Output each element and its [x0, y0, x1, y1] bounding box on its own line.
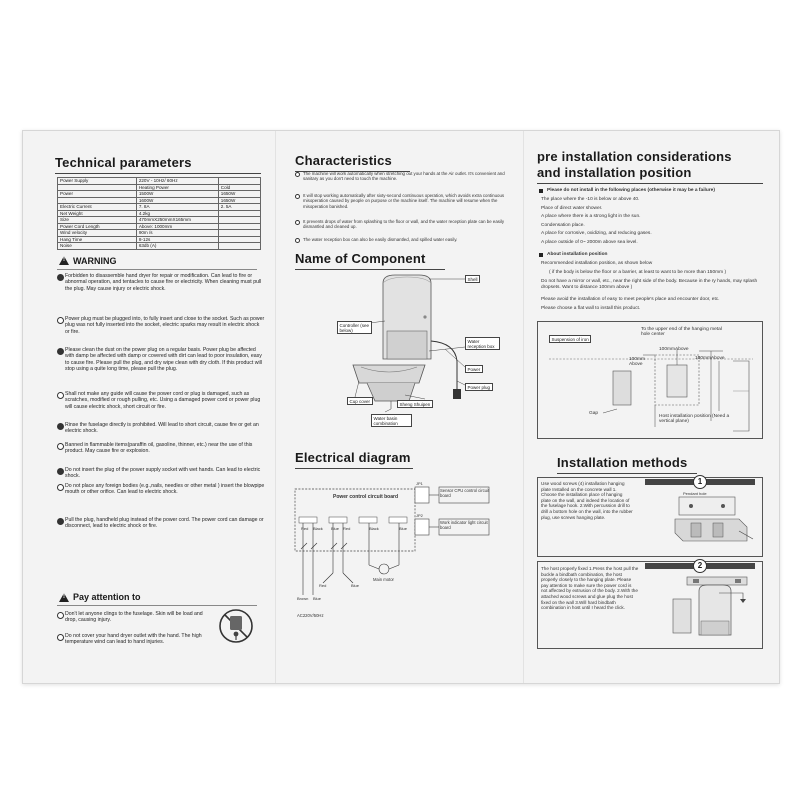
label-power-plug: Power plug	[465, 383, 493, 391]
position-item: Please avoid the installation of easy to meet people's place and encounter door, etc.	[541, 297, 720, 302]
motor-label: Main motor	[373, 577, 394, 582]
warning-item: Rinse the fuselage directly is prohibited. Will lead to short circuit, cause fire or get an electric shock.	[65, 422, 259, 435]
warning-bullet-icon	[57, 468, 64, 475]
square-bullet	[539, 189, 543, 193]
indicator-board-label: Work indicator light circuit board	[440, 520, 488, 530]
warning-item: Banned in flammable items(paraffin oil, gasoline, thinner, etc.) near the use of this product. May cause fire or explosion.	[65, 442, 253, 455]
not-install-item: Place of direct water shower.	[541, 205, 603, 211]
wire-label: Black	[369, 526, 379, 531]
jp1-label: JP1	[416, 481, 423, 486]
column-right	[523, 131, 779, 683]
characteristics-title: Characteristics	[295, 153, 392, 168]
not-install-item: A place where there is a strong light in the sun.	[541, 214, 641, 220]
warning-bullet-icon	[57, 518, 64, 525]
position-item: ( if the body is below the floor or a barrier, at least to want to be more than 150mm )	[549, 270, 727, 275]
preinstall-rule	[537, 183, 763, 184]
jp2-label: JP2	[416, 513, 423, 518]
not-install-item: Condensation place.	[541, 222, 585, 228]
warning-bullet-icon	[57, 317, 64, 324]
dim-top-label: 100mmAbove	[659, 347, 689, 352]
wire-label: Blue	[331, 526, 340, 531]
wire-label: Red	[301, 526, 309, 531]
characteristics-item: The water reception box can also be easily dismantled, and spilled water easily.	[303, 237, 458, 242]
warning-bullet-icon	[57, 443, 64, 450]
wire-label: Blue	[399, 526, 408, 531]
preinstall-title-line2: and installation position	[537, 165, 692, 180]
tech-cell: Hang Time	[58, 236, 137, 243]
tech-cell: 220V - 10Hz/ 60Hz	[136, 178, 218, 185]
label-cup-cover: Cup cover	[347, 397, 373, 405]
tech-cell	[218, 243, 260, 250]
tech-cell: Wind velocity	[58, 230, 137, 237]
tech-cell: 4.2kg	[136, 210, 218, 217]
tech-cell: Noise	[58, 243, 137, 250]
bottom-wire-label: Blue	[313, 596, 322, 601]
electrical-title: Electrical diagram	[295, 450, 411, 465]
component-title: Name of Component	[295, 251, 426, 266]
pendant-hole-label: Pendant hole	[683, 491, 707, 496]
warning-bullet-icon	[57, 392, 64, 399]
preinstall-title-line1: pre installation considerations	[537, 149, 732, 164]
no-hang-pictogram	[217, 607, 255, 645]
position-item: Do not have a mirror or wall, etc., near the right side of the body. Because in the ry hands, may splash dropsets. Want to distance 100mm above )	[541, 279, 758, 290]
label-controller: Controller (see below)	[337, 321, 372, 334]
warning-item: Shall not make any guide will cause the power cord or plug is damaged, such as scratches, modified or rough pulling, etc. Using a damaged power cord or power plug will cause electric shock, short circuit or fire.	[65, 391, 261, 410]
tech-cell: Power Supply	[58, 178, 137, 185]
cpu-board-label: Sensor CPU control circuit board	[440, 488, 490, 498]
methods-rule	[557, 473, 697, 474]
suspension-label: Suspension of iron	[549, 335, 591, 343]
attention-icon	[59, 593, 69, 602]
step1-drawing	[669, 491, 755, 551]
label-power: Power	[465, 365, 483, 373]
characteristics-bullet-icon	[295, 194, 300, 199]
warning-icon	[59, 256, 69, 265]
tech-cell: 470mmX250mmX165mm	[136, 217, 218, 224]
tech-cell: Size	[58, 217, 137, 224]
tech-cell: 1650W	[218, 197, 260, 204]
bottom-wire-label: Blue	[351, 583, 360, 588]
not-install-heading: Please do not install in the following places (otherwise it may be a failure)	[547, 188, 715, 193]
not-install-item: The place where the -10 is below or above 40.	[541, 197, 640, 202]
not-install-item: A place outside of 0~ 2000m above sea level.	[541, 240, 638, 245]
dim-left-label: 100mm Above	[629, 357, 645, 368]
characteristics-item: It will stop working automatically after sixty-second continuous operation, which avoids extra continuous misoperation caused by people on purpose or the machine itself. The machine will resume when the misoperation banished.	[303, 193, 505, 209]
attention-title: Pay attention to	[73, 592, 141, 602]
tech-cell: Power Cord Length	[58, 223, 137, 230]
tech-row	[58, 243, 261, 250]
wire-label: Red	[343, 526, 351, 531]
power-supply-label: AC220V/50Hz	[297, 613, 324, 618]
warning-rule	[57, 269, 257, 270]
position-item: Please choose a flat wall to install this product.	[541, 306, 641, 311]
characteristics-bullet-icon	[295, 172, 300, 177]
tech-cell: Net Weight	[58, 210, 137, 217]
warning-item: Do not place any foreign bodies (e.g.,nails, needles or other metal ) insert the blowpipe mouth or other orifice. Can lead to electric shock.	[65, 483, 265, 496]
tech-params-title: Technical parameters	[55, 155, 192, 170]
tech-cell: 1600W	[136, 197, 218, 204]
step1-number: 1	[693, 475, 707, 489]
warning-item: Do not insert the plug of the power supply socket with wet hands. Can lead to electric shock.	[65, 467, 261, 480]
warning-item: Pull the plug, handheld plug instead of the power cord. The power cord can damage or disconnect, lead to electric shock or fire.	[65, 517, 264, 530]
position-heading: About installation position	[547, 252, 608, 257]
methods-title: Installation methods	[557, 455, 688, 470]
label-water-box: Water reception box	[465, 337, 500, 350]
tech-cell: Above: 1000mm	[136, 223, 218, 230]
warning-item: Forbidden to disassemble hand dryer for repair or modification. Can lead to fire or abnormal operation, and tentacles to cause fire or electricity. When cleaning must pull the plug. May cause injury or electric shock.	[65, 273, 262, 292]
step2-text: The host properly fixed 1.Press the host pull the buckle a bindbath combination, the host properly closely to the hanging plate. Please pay attention to make sure the power cord is not affected by extrusion of the body. 2.With the attached wood screws and glue plug the host fixed on the wall 3.Will hard bindbath combination in host until I heard the click.	[541, 566, 639, 611]
step2-drawing	[663, 573, 759, 645]
tech-params-table	[57, 177, 261, 250]
tech-cell: Heating Power	[136, 184, 218, 191]
label-basin: Water basin combination	[371, 414, 412, 427]
warning-bullet-icon	[57, 484, 64, 491]
column-middle	[275, 131, 524, 683]
position-item: Recommended installation position, as shown below	[541, 261, 653, 266]
warning-bullet-icon	[57, 423, 64, 430]
tech-cell: 2. 5A	[218, 204, 260, 211]
tech-cell: 1500W	[136, 191, 218, 198]
board-title: Power control circuit board	[333, 494, 399, 500]
attention-item: Do not cover your hand dryer outlet with the hand. The high temperature wind can lead to hand injuries.	[65, 633, 202, 646]
column-left	[23, 131, 276, 683]
tech-cell: Electric Current	[58, 204, 137, 211]
label-shell: Shell	[465, 275, 480, 283]
characteristics-item: It prevents drops of water from splashing to the floor or wall, and the water reception plate can be easily dismantled and cleaned up.	[303, 219, 505, 230]
warning-item: Power plug must be plugged into, to fully insert and close to the socket. Such as power plug was not fully inserted into the socket, electric sparks may result in electric shock or fire.	[65, 316, 265, 335]
attention-item: Don't let anyone clings to the fuselage. Skin will be load and drop, causing injury.	[65, 611, 203, 624]
instruction-sheet	[22, 130, 780, 684]
dim-right-label: 100mmAbove	[695, 356, 725, 361]
wire-label: Black	[313, 526, 323, 531]
attention-bullet-icon	[57, 634, 64, 641]
warning-bullet-icon	[57, 274, 64, 281]
tech-cell: 7. 8A	[136, 204, 218, 211]
tech-cell: 90m /s	[136, 230, 218, 237]
label-sheng-shuipen: Sheng Shuipen	[397, 400, 433, 408]
title-rule	[55, 173, 261, 174]
square-bullet	[539, 253, 543, 257]
characteristics-bullet-icon	[295, 238, 300, 243]
component-rule	[295, 269, 445, 270]
attention-bullet-icon	[57, 612, 64, 619]
bottom-wire-label: Brown	[297, 596, 309, 601]
characteristics-bullet-icon	[295, 220, 300, 225]
upper-end-label: To the upper end of the hanging metal hole center	[641, 327, 722, 338]
gap-label: Gap	[589, 411, 599, 416]
not-install-item: A place for corrosive, oxidizing, and reducing gases.	[541, 231, 652, 237]
tech-cell: 1650W	[218, 191, 260, 198]
tech-cell: Power	[58, 191, 137, 198]
host-position-label: Host installation position (Need a vertical plane)	[659, 414, 730, 425]
electrical-rule	[295, 468, 413, 469]
characteristics-item: The machine will work automatically when stretching out your hands at the Air outlet. It's convenient and sanitary as you don't need to touch the machine.	[303, 171, 505, 182]
warning-bullet-icon	[57, 348, 64, 355]
tech-cell: 8-12s	[136, 236, 218, 243]
tech-cell: Cold	[218, 184, 260, 191]
step2-number: 2	[693, 559, 707, 573]
step1-text: Use wood screws (4) installation hanging plate Installed on the concrete wall 1. Choose the installation place of hanging plate on the wall, and indeed the location of the fuselage hook. 2.With percussion drill to drill a bottom hole on the wall, into the rubber plug, use screws hanging plate.	[541, 481, 633, 520]
attention-rule	[57, 605, 257, 606]
warning-title: WARNING	[73, 256, 117, 266]
warning-item: Please clean the dust on the power plug on a regular basis. Power plug be affected with damp be affected with damp or covered with dirt can lead to poor insulation, easy to cause fire. Please pull the plug, and dry wipe clean with dry cloth. If this product will stop using a quite long time, please pull the plug.	[65, 347, 262, 373]
bottom-wire-label: Red	[319, 583, 327, 588]
tech-cell: 63db (A)	[136, 243, 218, 250]
